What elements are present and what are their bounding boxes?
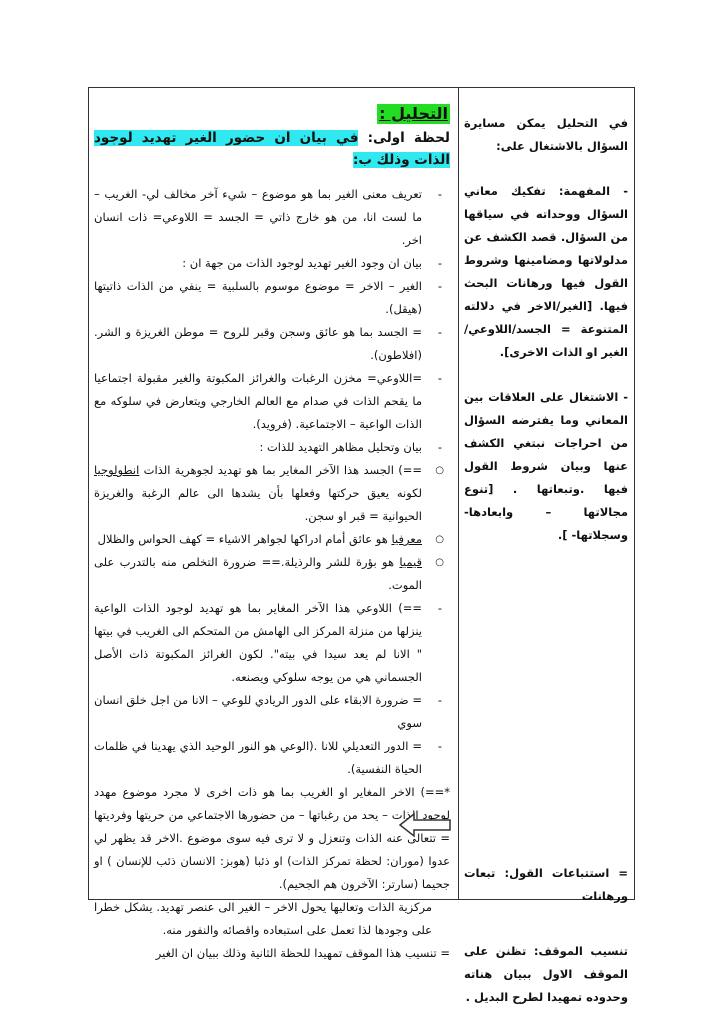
item-text: = الدور التعديلي للانا .(الوعي هو النور الوحيد الذي يهدينا في ظلمات الحياة النفسية). bbox=[94, 739, 422, 776]
list-marker: - bbox=[437, 601, 442, 615]
item-text: = ضرورة الابقاء على الدور الريادي للوعي – الانا من اجل خلق انسان سوي bbox=[94, 693, 422, 730]
item-text: هو بؤرة للشر والرذيلة.== ضرورة التخلص منه بالتدرب على الموت. bbox=[94, 555, 422, 592]
list-marker: ○ bbox=[435, 465, 444, 476]
analysis-heading: التحليل : bbox=[379, 104, 448, 123]
paragraph-other-self: *==) الاخر المغاير او الغريب بما هو ذات اخرى لا مجرد موضوع مهدد لوجود الذات – يحد من رغباتها – من حضورها الاجتماعي من حريتها وفرديتها = تتعالى عنه الذات وتنعزل و لا ترى فيه سوى موضوع .الاخر قد يظهر لي عدوا (موران: لحظة تمركز الذات) او ذئبا (هوبز: الانسان ذئب للإنسان ) او جحيما (سارتر: الآخرون هم الجحيم). bbox=[94, 785, 450, 891]
list-item bbox=[94, 436, 450, 459]
item-text: الغير – الاخر = موضوع موسوم بالسلبية = ينفي من الذات ذاتيتها (هيقل). bbox=[94, 279, 422, 316]
list-marker: - bbox=[437, 279, 442, 293]
left-arrow-icon bbox=[398, 812, 452, 838]
list-marker: - bbox=[437, 256, 442, 270]
sub-list-item bbox=[94, 551, 450, 597]
list-item bbox=[94, 275, 450, 321]
underlined-term: انطولوجيا bbox=[94, 463, 140, 477]
sub-list-item bbox=[94, 528, 450, 551]
method-conceptualization: - المفهمة: تفكيك معاني السؤال ووحداته في سياقها من السؤال. قصد الكشف عن مدلولاتها ومضامينها وشروط القول فيها ورهانات البحث فيها. [الغير/الاخر في دلالته المتنوعة = الجسد/اللاوعي/الغير او الذات الاخرى]. bbox=[464, 184, 628, 359]
list-item bbox=[94, 735, 450, 781]
list-marker: - bbox=[437, 693, 442, 707]
list-marker: ○ bbox=[435, 557, 444, 568]
list-marker: - bbox=[437, 739, 442, 753]
item-text: هو عائق أمام ادراكها لجواهر الاشياء = كهف الحواس والظلال bbox=[97, 532, 392, 546]
item-text: =اللاوعي= مخزن الرغبات والغرائز المكبوتة والغير مقبولة اجتماعيا ما يقحم الذات في صدام مع العالم الخارجي ويتعارض في سلوكه مع الذات الواعية – الاجتماعية. (فرويد). bbox=[94, 371, 422, 431]
item-text: لكونه يعيق حركتها وفعلها بأن يشدها الى عالم الرغبة والغريزة الحيوانية = قبر او سجن. bbox=[94, 486, 422, 523]
item-text: تعريف معنى الغير بما هو موضوع – شيء آخر مخالف لي- الغريب – ما لست انا، من هو خارج ذاتي = الجسد = اللاوعي= ذات انسان اخر. bbox=[94, 187, 422, 247]
method-relations: - الاشتغال على العلاقات بين المعاني وما يفترضه السؤال من احراجات نبتغي الكشف عنها وبيان شروط القول فيها .وتبعاتها . [تنوع مجالاتها – وابعادها- وسجلاتها- ]. bbox=[464, 390, 628, 542]
item-text: بيان ان وجود الغير تهديد لوجود الذات من جهة ان : bbox=[182, 256, 422, 270]
list-marker: - bbox=[437, 440, 442, 454]
list-marker: - bbox=[437, 325, 442, 339]
paragraph-self-centrality: مركزية الذات وتعاليها يحول الاخر – الغير الى عنصر تهديد. يشكل خطرا على وجودها لذا تعمل على استبعاده واقصائه والنفور منه. bbox=[94, 900, 432, 937]
underlined-term: معرفيا bbox=[391, 532, 422, 546]
moment-label: لحظة اولى: bbox=[367, 130, 450, 146]
list-item bbox=[94, 597, 450, 689]
item-text: ==) الجسد هذا الآخر المغاير بما هو تهديد لجوهرية الذات bbox=[139, 463, 422, 477]
paragraph-relativization: = تنسيب هذا الموقف تمهيدا للحظة الثانية وذلك ببيان ان الغير bbox=[155, 946, 450, 960]
moment-heading bbox=[94, 127, 450, 171]
moment-text: في بيان ان حضور الغير تهديد لوجود الذات وذلك ب: bbox=[94, 130, 450, 168]
list-item bbox=[94, 367, 450, 436]
list-marker: - bbox=[437, 187, 442, 201]
method-intro: في التحليل يمكن مسايرة السؤال بالاشتغال على: bbox=[464, 116, 628, 153]
method-relativization: تنسيب الموقف: تظنن على الموقف الاول ببيان هناته وحدوده تمهيدا لطرح البديل . bbox=[464, 944, 628, 1004]
list-item bbox=[94, 252, 450, 275]
underlined-term: قيميا bbox=[399, 555, 422, 569]
item-text: ==) اللاوعي هذا الآخر المغاير بما هو تهديد لوجود الذات الواعية ينزلها من منزلة المركز الى الهامش من المتحكم الى الغريب في بيتها " الانا لم يعد سيدا في بيته". لكون الغرائز المكبوتة ذات الأصل الجسماني هي من يوجه سلوكي ويصنعه. bbox=[94, 601, 422, 684]
list-item bbox=[94, 689, 450, 735]
method-consequences: = استتباعات القول: تبعات ورهانات bbox=[464, 866, 628, 903]
method-column bbox=[464, 112, 628, 1009]
analysis-column bbox=[94, 104, 450, 965]
item-text: بيان وتحليل مظاهر التهديد للذات : bbox=[259, 440, 422, 454]
list-marker: ○ bbox=[435, 534, 444, 545]
list-item bbox=[94, 183, 450, 252]
sub-list-item bbox=[94, 459, 450, 528]
list-item bbox=[94, 321, 450, 367]
column-divider bbox=[458, 87, 459, 900]
list-marker: - bbox=[437, 371, 442, 385]
item-text: = الجسد بما هو عائق وسجن وقبر للروح = موطن الغريزة و الشر. (افلاطون). bbox=[94, 325, 422, 362]
